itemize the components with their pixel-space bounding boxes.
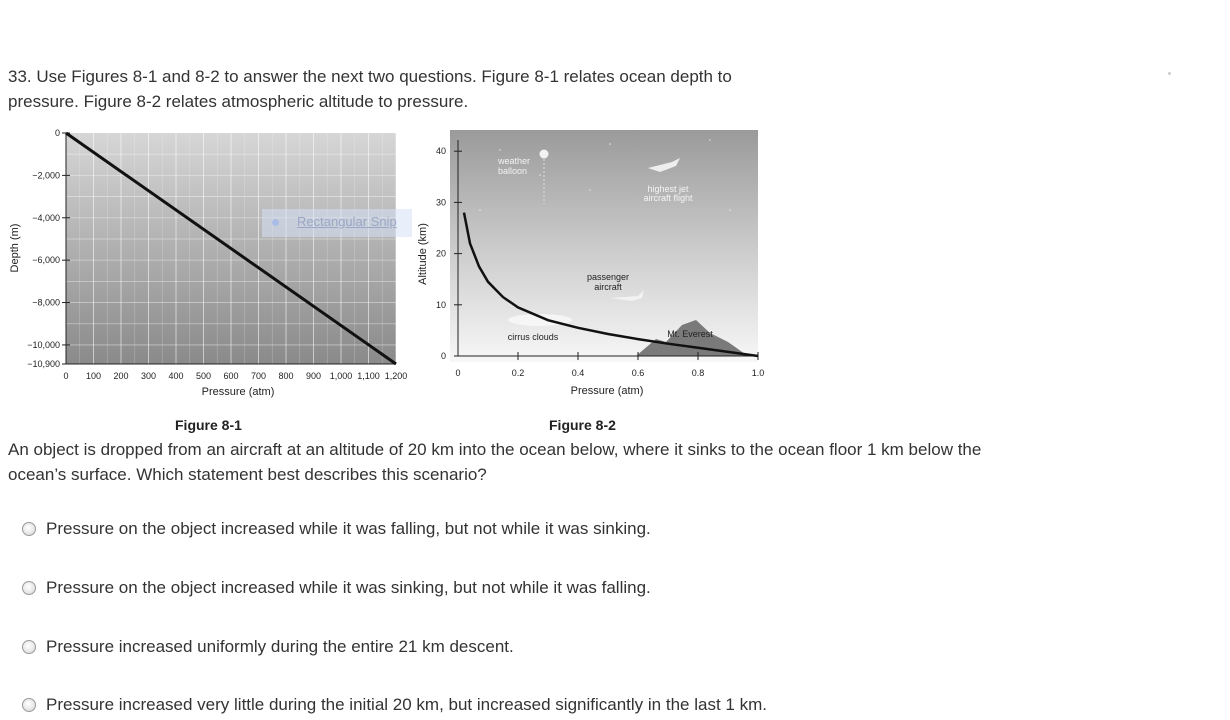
x-tick-label: 600 [223,371,239,381]
y-tick-label: 0 [54,128,60,138]
x-tick-label: 0.4 [571,368,585,378]
radio-button[interactable] [22,581,36,595]
stray-dot [1168,72,1171,75]
plot-area [450,130,758,362]
x-tick-label: 200 [113,371,129,381]
star-dot [609,143,611,145]
scenario-line-2: ocean’s surface. Which statement best describes this scenario? [8,465,487,484]
answer-option-label: Pressure increased uniformly during the entire 21 km descent. [46,637,514,656]
answer-option-2[interactable] [22,576,651,600]
y-tick-label: 0 [440,351,446,361]
scenario-text [8,437,1208,487]
y-tick-label: 20 [435,248,446,259]
answer-option-1[interactable] [22,517,651,541]
x-axis-label: Pressure (atm) [570,385,644,397]
answer-option-3[interactable] [22,635,514,659]
answer-option-4[interactable] [22,693,767,717]
snip-dot-icon [272,219,279,226]
x-tick-label: 300 [140,371,157,381]
snip-overlay-label: Rectangular Snip [297,214,397,229]
radio-button[interactable] [22,640,36,654]
x-tick-label: 500 [195,371,212,381]
figure-8-1-caption: Figure 8-1 [175,417,242,433]
annotation-label: cirrus clouds [507,332,559,342]
figure-8-2-chart [410,120,765,410]
y-tick-label: −6,000 [32,255,60,266]
y-axis-label: Depth (m) [9,223,21,273]
annotation-label: aircraft flight [643,193,693,203]
y-tick-label: 40 [435,146,446,157]
weather-balloon-icon [540,150,549,159]
x-tick-label: 700 [250,371,267,381]
x-tick-label: 0.2 [511,368,525,378]
annotation-label: passenger [586,272,630,282]
x-tick-label: 100 [85,371,102,381]
question-line-2: pressure. Figure 8-2 relates atmospheric altitude to pressure. [8,92,469,111]
question-text [8,64,868,114]
x-tick-label: 1,200 [384,371,408,381]
x-tick-label: 1.0 [751,368,765,378]
y-axis-label: Altitude (km) [417,223,429,285]
x-tick-label: 800 [278,371,294,381]
star-dot [709,139,711,141]
x-tick-label: 0 [455,368,461,378]
scenario-line-1: An object is dropped from an aircraft at an altitude of 20 km into the ocean below, where it sinks to the ocean floor 1 km below the [8,440,982,459]
answer-option-label: Pressure on the object increased while it was sinking, but not while it was falling. [46,578,651,597]
y-tick-label: −2,000 [32,170,60,181]
figure-8-2-caption: Figure 8-2 [549,417,616,433]
y-tick-label: 10 [435,299,446,310]
x-tick-label: 1,100 [357,371,380,381]
annotation-label: highest jet [647,184,689,194]
annotation-label: balloon [498,166,528,176]
x-tick-label: 1,000 [329,371,353,381]
answer-option-label: Pressure on the object increased while it was falling, but not while it was sinking. [46,519,651,538]
question-line-1: 33. Use Figures 8-1 and 8-2 to answer the next two questions. Figure 8-1 relates ocean depth to [8,67,732,86]
figures-image [0,120,770,440]
x-tick-label: 0.8 [691,368,705,378]
y-tick-label: −10,000 [27,339,60,350]
x-tick-label: 0 [63,371,69,381]
x-tick-label: 0.6 [631,368,645,378]
x-tick-label: 900 [305,371,322,381]
star-dot [729,209,731,211]
annotation-label: Mt. Everest [667,329,713,339]
x-axis-label: Pressure (atm) [201,386,275,398]
radio-button[interactable] [22,522,36,536]
star-dot [589,189,591,191]
y-tick-label: 30 [435,197,446,208]
star-dot [539,174,541,176]
annotation-label: weather [498,156,531,166]
star-dot [499,149,501,151]
answer-option-label: Pressure increased very little during the initial 20 km, but increased significantly in the last 1 km. [46,695,767,714]
y-tick-label: −8,000 [32,297,60,308]
annotation-label: aircraft [594,282,622,292]
x-tick-label: 400 [168,371,184,381]
radio-button[interactable] [22,698,36,712]
star-dot [479,209,481,211]
figure-8-1-chart [0,120,420,410]
y-tick-label: −4,000 [32,212,60,223]
y-tick-label: −10,900 [27,359,60,369]
